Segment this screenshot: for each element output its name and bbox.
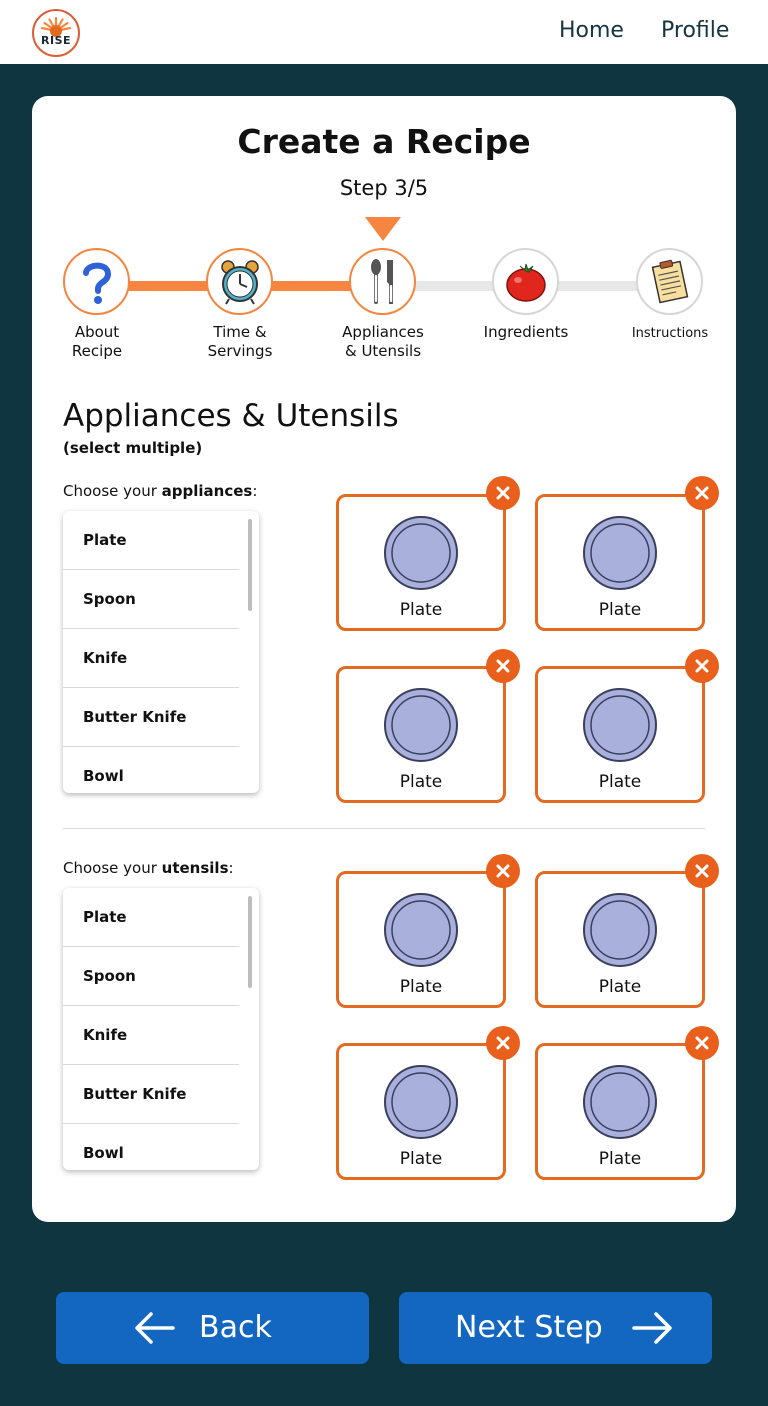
- step-instructions[interactable]: [636, 248, 703, 315]
- prompt-text: :: [252, 482, 258, 500]
- section-subtitle: (select multiple): [63, 439, 203, 457]
- remove-utensil-button[interactable]: [486, 1026, 520, 1060]
- tile-label: Plate: [399, 772, 443, 792]
- plate-icon: [582, 687, 658, 763]
- remove-appliance-button[interactable]: [685, 649, 719, 683]
- plate-icon: [582, 892, 658, 968]
- plate-icon: [582, 515, 658, 591]
- close-icon: [495, 863, 511, 879]
- sunrise-icon: [34, 11, 78, 55]
- close-icon: [495, 1035, 511, 1051]
- tile-label: Plate: [598, 1149, 642, 1169]
- remove-utensil-button[interactable]: [685, 1026, 719, 1060]
- step-label-line: Recipe: [71, 342, 123, 360]
- prompt-text: Choose your: [63, 859, 162, 877]
- selected-utensil-tile[interactable]: [336, 1043, 506, 1180]
- step-appliances-utensils[interactable]: [349, 248, 416, 315]
- step-time-servings[interactable]: [206, 248, 273, 315]
- logo-text: RISE: [41, 34, 71, 47]
- prompt-bold-text: appliances: [161, 482, 253, 500]
- remove-appliance-button[interactable]: [685, 476, 719, 510]
- selected-appliance-tile[interactable]: [535, 494, 705, 631]
- appliances-prompt: [63, 482, 257, 500]
- create-recipe-card: [32, 96, 736, 1222]
- alarm-clock-icon: [217, 258, 263, 306]
- step-label-line: Ingredients: [483, 323, 569, 341]
- recipe-paper-icon: [649, 259, 691, 305]
- next-step-button[interactable]: [399, 1292, 712, 1364]
- tile-label: Plate: [399, 1149, 443, 1169]
- selected-utensil-tile[interactable]: [336, 871, 506, 1008]
- page-title: Create a Recipe: [237, 122, 531, 161]
- utensils-listbox[interactable]: [63, 888, 259, 1170]
- step-label-about: [42, 323, 152, 361]
- selected-utensil-tile[interactable]: [535, 871, 705, 1008]
- step-label-line: Instructions: [631, 326, 709, 341]
- list-item[interactable]: Plate: [63, 888, 239, 947]
- plate-icon: [582, 1064, 658, 1140]
- tile-label: Plate: [399, 977, 443, 997]
- step-label-time: [185, 323, 295, 361]
- section-title: Appliances & Utensils: [63, 398, 399, 434]
- list-item[interactable]: Butter Knife: [63, 1065, 239, 1124]
- tomato-icon: [504, 261, 548, 303]
- list-item[interactable]: Spoon: [63, 947, 239, 1006]
- list-item[interactable]: Plate: [63, 511, 239, 570]
- current-step-marker-icon: [365, 217, 401, 241]
- list-item[interactable]: Butter Knife: [63, 688, 239, 747]
- tile-label: Plate: [598, 772, 642, 792]
- close-icon: [495, 658, 511, 674]
- step-label-line: Servings: [207, 342, 273, 360]
- step-about-recipe[interactable]: [63, 248, 130, 315]
- step-counter: Step 3/5: [339, 176, 429, 200]
- step-label-line: Time &: [213, 323, 267, 341]
- scrollbar-thumb[interactable]: [248, 519, 252, 611]
- utensils-icon: [368, 258, 398, 306]
- step-label-appliances: [328, 323, 438, 361]
- plate-icon: [383, 892, 459, 968]
- step-label-line: Appliances: [342, 323, 424, 341]
- list-item[interactable]: Spoon: [63, 570, 239, 629]
- remove-utensil-button[interactable]: [685, 854, 719, 888]
- section-divider: [63, 828, 705, 829]
- scrollbar-thumb[interactable]: [248, 896, 252, 988]
- step-label-ingredients: [471, 323, 581, 342]
- prompt-text: :: [228, 859, 234, 877]
- top-nav-bar: [0, 0, 768, 64]
- plate-icon: [383, 687, 459, 763]
- selected-appliance-tile[interactable]: [535, 666, 705, 803]
- rise-logo[interactable]: [32, 9, 80, 57]
- back-button[interactable]: [56, 1292, 369, 1364]
- tile-label: Plate: [598, 977, 642, 997]
- prompt-bold-text: utensils: [161, 859, 229, 877]
- arrow-right-icon: [631, 1311, 673, 1345]
- list-item[interactable]: Knife: [63, 629, 239, 688]
- step-label-instructions: [615, 324, 725, 343]
- close-icon: [694, 1035, 710, 1051]
- close-icon: [694, 485, 710, 501]
- step-label-line: & Utensils: [344, 342, 422, 360]
- prompt-text: Choose your: [63, 482, 162, 500]
- appliances-listbox[interactable]: [63, 511, 259, 793]
- question-icon: [77, 258, 117, 306]
- tile-label: Plate: [598, 600, 642, 620]
- arrow-left-icon: [134, 1311, 176, 1345]
- plate-icon: [383, 1064, 459, 1140]
- close-icon: [694, 863, 710, 879]
- close-icon: [495, 485, 511, 501]
- remove-appliance-button[interactable]: [486, 649, 520, 683]
- nav-profile-link[interactable]: Profile: [661, 18, 730, 43]
- step-ingredients[interactable]: [492, 248, 559, 315]
- remove-utensil-button[interactable]: [486, 854, 520, 888]
- back-button-label: Back: [199, 1310, 272, 1345]
- selected-appliance-tile[interactable]: [336, 666, 506, 803]
- nav-home-link[interactable]: Home: [559, 18, 624, 43]
- list-item[interactable]: Bowl: [83, 767, 124, 785]
- next-step-button-label: Next Step: [455, 1310, 603, 1345]
- plate-icon: [383, 515, 459, 591]
- tile-label: Plate: [399, 600, 443, 620]
- selected-appliance-tile[interactable]: [336, 494, 506, 631]
- list-item[interactable]: Bowl: [83, 1144, 124, 1162]
- remove-appliance-button[interactable]: [486, 476, 520, 510]
- close-icon: [694, 658, 710, 674]
- utensils-prompt: [63, 859, 234, 877]
- list-item[interactable]: Knife: [63, 1006, 239, 1065]
- step-label-line: About: [74, 323, 120, 341]
- selected-utensil-tile[interactable]: [535, 1043, 705, 1180]
